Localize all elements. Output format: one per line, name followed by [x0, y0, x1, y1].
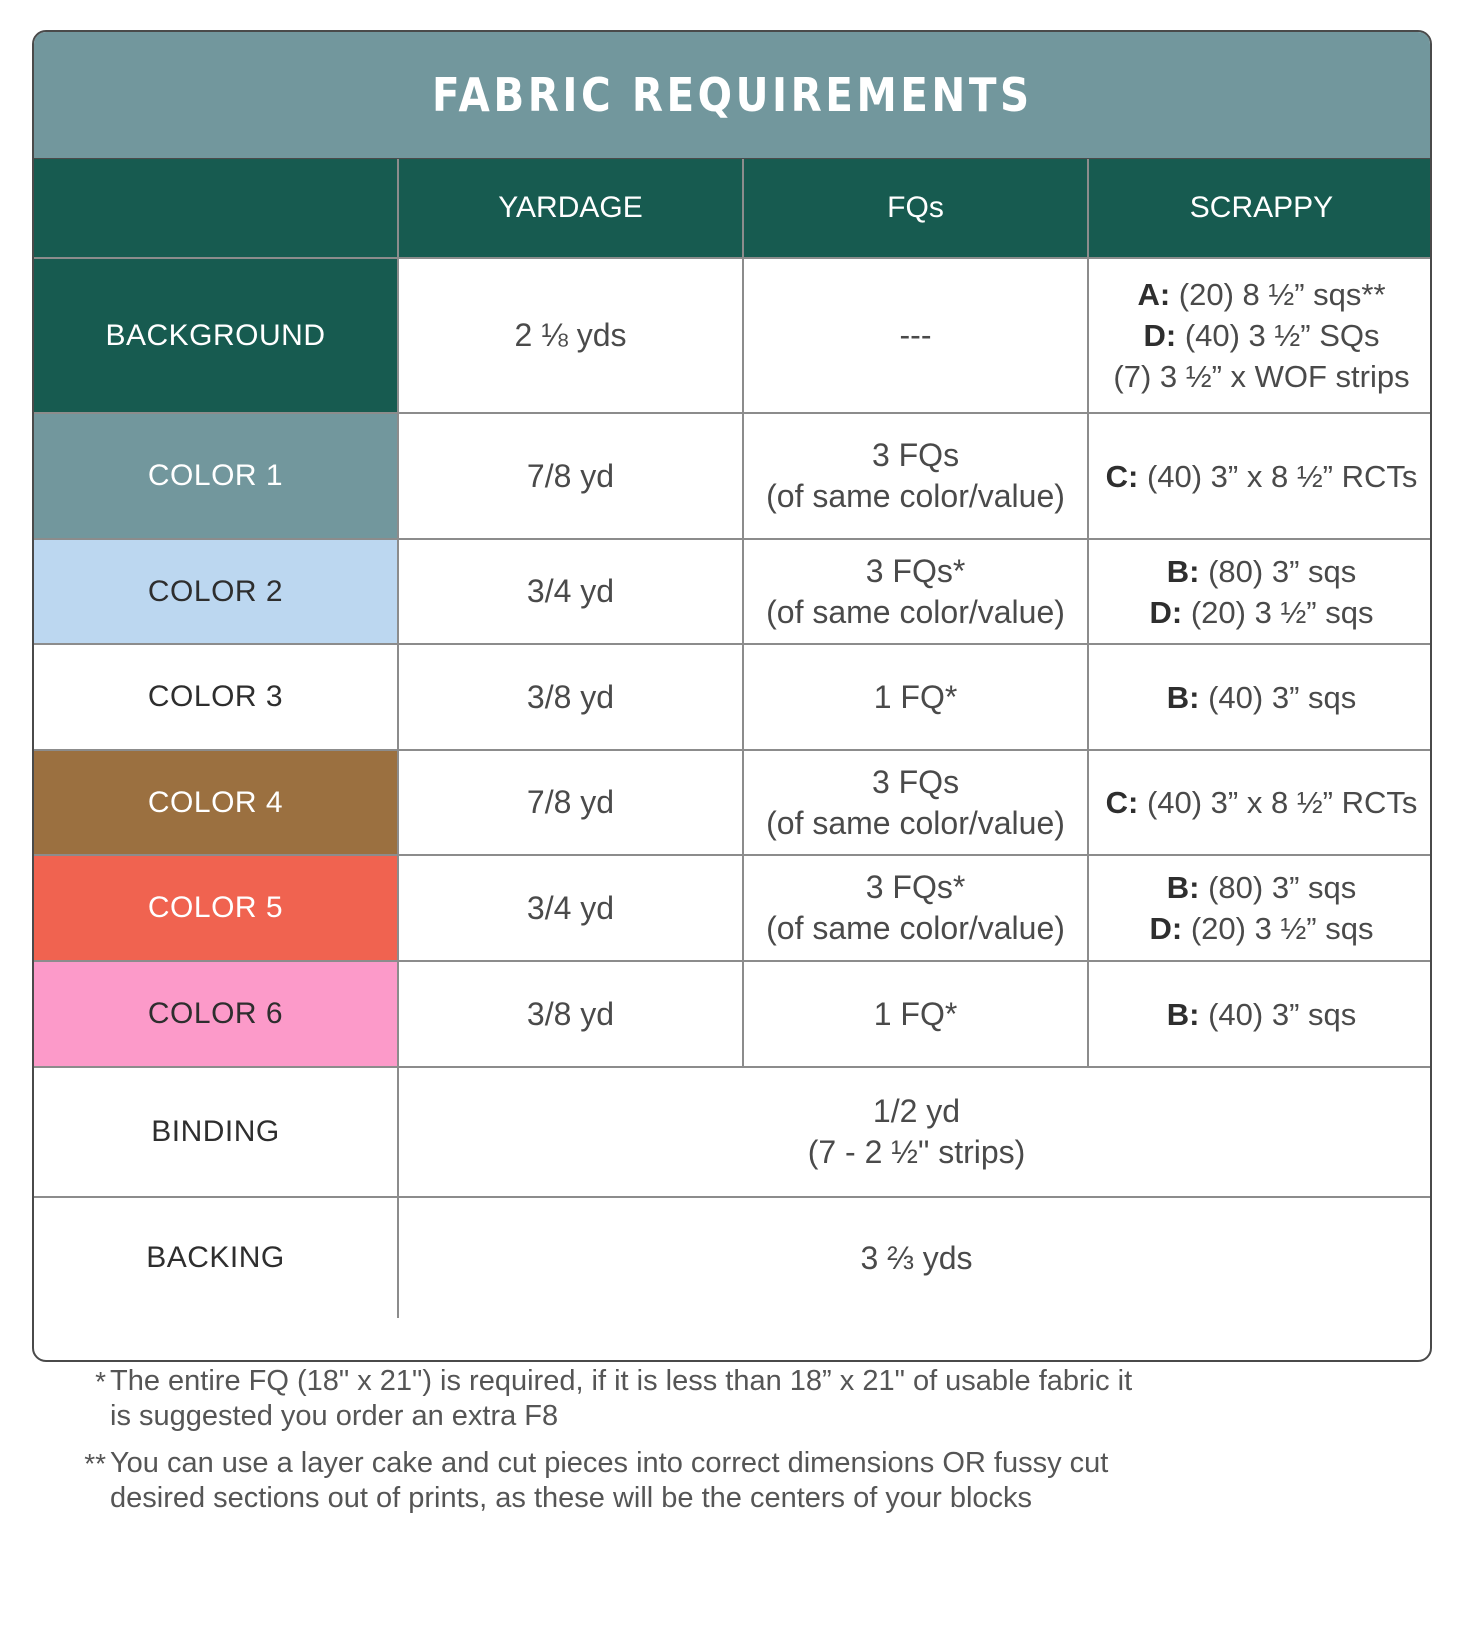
- yardage-cell: [398, 644, 743, 750]
- binding-row: [34, 1067, 1432, 1197]
- fqs-cell: [743, 855, 1088, 961]
- table-row: [34, 855, 1432, 961]
- table-row: [34, 539, 1432, 644]
- row-label: [34, 750, 398, 855]
- scrappy-cell: [1088, 961, 1432, 1067]
- scrappy-cell: [1088, 644, 1432, 750]
- yardage-value: 2 ⅛ yds: [514, 317, 627, 353]
- scrappy-cell: [1088, 539, 1432, 644]
- fqs-cell: [743, 961, 1088, 1067]
- scrappy-text: (80) 3” sqs: [1199, 870, 1357, 905]
- requirements-table: [34, 159, 1432, 1318]
- cell-line: 3 FQs*: [865, 552, 966, 589]
- row-label: [34, 644, 398, 750]
- row-label-text: COLOR 2: [147, 574, 284, 608]
- yardage-value: 7/8 yd: [526, 784, 615, 820]
- fqs-cell: [743, 644, 1088, 750]
- yardage-value: 3/4 yd: [526, 573, 615, 609]
- row-label-text: BACKGROUND: [105, 318, 326, 352]
- scrappy-text: (7) 3 ½” x WOF strips: [1113, 359, 1410, 394]
- row-label: [34, 413, 398, 539]
- scrappy-key: D:: [1143, 318, 1177, 353]
- table-row: [34, 750, 1432, 855]
- yardage-cell: [398, 961, 743, 1067]
- scrappy-key: B:: [1166, 679, 1200, 715]
- row-label: [34, 855, 398, 961]
- table-row: [34, 258, 1432, 413]
- table-row: [34, 644, 1432, 750]
- cell-line: ---: [899, 317, 932, 353]
- header-fqs: FQs: [743, 159, 1088, 258]
- fqs-cell: [743, 413, 1088, 539]
- scrappy-key: B:: [1166, 870, 1200, 905]
- footnote: [74, 1364, 1134, 1434]
- backing-value-cell: [398, 1197, 1432, 1318]
- header-row: [34, 159, 1432, 258]
- cell-line: (of same color/value): [766, 804, 1065, 841]
- yardage-value: 3/8 yd: [526, 995, 615, 1032]
- footnote-text: You can use a layer cake and cut pieces into correct dimensions OR fussy cut desired sections out of prints, as these will be the centers of your blocks: [110, 1447, 1109, 1514]
- scrappy-key: C:: [1105, 785, 1139, 820]
- scrappy-text: (20) 8 ½” sqs**: [1170, 277, 1386, 312]
- table-row: [34, 961, 1432, 1067]
- cell-line: 3 ⅔ yds: [860, 1239, 973, 1276]
- cell-line: 3 FQs: [871, 437, 960, 473]
- scrappy-text: (40) 3” x 8 ½” RCTs: [1138, 458, 1418, 494]
- row-label-text: COLOR 4: [147, 785, 284, 819]
- scrappy-cell: [1088, 258, 1432, 413]
- scrappy-key: C:: [1105, 458, 1139, 494]
- yardage-cell: [398, 258, 743, 413]
- yardage-cell: [398, 855, 743, 961]
- fqs-cell: [743, 539, 1088, 644]
- row-label-text: COLOR 3: [147, 680, 284, 713]
- scrappy-key: D:: [1149, 911, 1183, 946]
- footnote-text: The entire FQ (18" x 21") is required, if it is less than 18” x 21" of usable fabric it is suggested you order an extra F8: [110, 1365, 1133, 1432]
- yardage-value: 3/8 yd: [526, 678, 615, 715]
- title-bar: [34, 32, 1430, 159]
- yardage-cell: [398, 750, 743, 855]
- scrappy-text: (40) 3 ½” SQs: [1176, 318, 1380, 353]
- row-label: [34, 539, 398, 644]
- footnotes: [74, 1352, 1134, 1516]
- cell-line: 3 FQs: [871, 763, 960, 800]
- fabric-requirements-card: [32, 30, 1432, 1362]
- scrappy-key: B:: [1166, 996, 1200, 1032]
- row-label: [34, 961, 398, 1067]
- scrappy-cell: [1088, 413, 1432, 539]
- header-empty: [34, 159, 398, 258]
- cell-line: 1 FQ*: [873, 995, 958, 1032]
- fqs-cell: [743, 750, 1088, 855]
- row-label: [34, 1067, 398, 1197]
- page-title: FABRIC REQUIREMENTS: [431, 68, 1033, 122]
- yardage-value: 7/8 yd: [526, 457, 615, 494]
- cell-line: (of same color/value): [766, 910, 1065, 946]
- row-label: [34, 258, 398, 413]
- scrappy-key: A:: [1137, 277, 1171, 312]
- scrappy-text: (40) 3” sqs: [1199, 679, 1357, 715]
- cell-line: 3 FQs*: [865, 869, 966, 905]
- scrappy-text: (80) 3” sqs: [1199, 553, 1357, 589]
- backing-row: [34, 1197, 1432, 1318]
- binding-value-cell: [398, 1067, 1432, 1197]
- scrappy-text: (20) 3 ½” sqs: [1182, 594, 1374, 630]
- cell-line: 1 FQ*: [873, 678, 958, 715]
- header-scrappy: SCRAPPY: [1088, 159, 1432, 258]
- cell-line: 1/2 yd: [872, 1093, 961, 1129]
- row-label-text: COLOR 5: [147, 891, 284, 924]
- footnote-mark: *: [95, 1366, 106, 1397]
- row-label-text: BACKING: [146, 1241, 285, 1274]
- scrappy-text: (40) 3” sqs: [1199, 996, 1357, 1032]
- header-yardage: YARDAGE: [398, 159, 743, 258]
- scrappy-cell: [1088, 750, 1432, 855]
- footnote-mark: **: [84, 1448, 106, 1479]
- row-label-text: BINDING: [151, 1115, 280, 1148]
- row-label: [34, 1197, 398, 1318]
- scrappy-cell: [1088, 855, 1432, 961]
- footnote: [74, 1446, 1134, 1516]
- yardage-cell: [398, 413, 743, 539]
- scrappy-key: B:: [1166, 553, 1200, 589]
- row-label-text: COLOR 6: [147, 997, 284, 1030]
- cell-line: (7 - 2 ½" strips): [807, 1134, 1026, 1170]
- scrappy-key: D:: [1149, 594, 1183, 630]
- fqs-cell: [743, 258, 1088, 413]
- row-label-text: COLOR 1: [147, 459, 284, 492]
- yardage-value: 3/4 yd: [526, 889, 615, 926]
- yardage-cell: [398, 539, 743, 644]
- scrappy-text: (20) 3 ½” sqs: [1182, 911, 1374, 946]
- cell-line: (of same color/value): [766, 593, 1065, 630]
- cell-line: (of same color/value): [766, 478, 1065, 514]
- table-row: [34, 413, 1432, 539]
- scrappy-text: (40) 3” x 8 ½” RCTs: [1138, 785, 1418, 820]
